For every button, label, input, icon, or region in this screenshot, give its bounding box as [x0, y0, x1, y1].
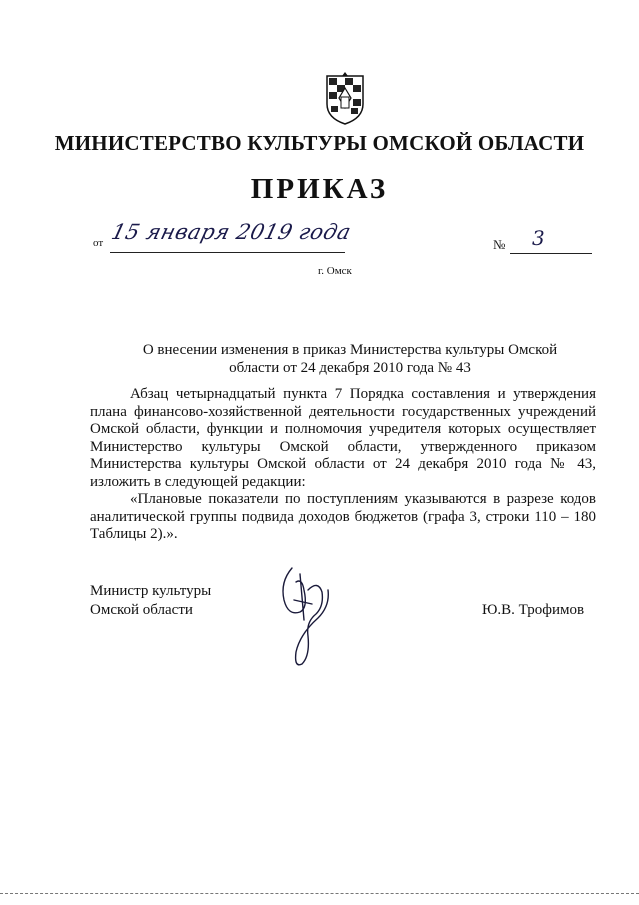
number-label: №: [493, 237, 506, 252]
body-paragraph: Абзац четырнадцатый пункта 7 Порядка составления и утверждения плана финансово-хозяйственной деятельности государственных учреждений Омской области, функции и полномочия учредителя которых осуществляет Министерство культуры Омской области, утвержденного приказом Министерства культуры Омской области от 24 декабря 2010 года № 43, изложить в следующей редакции:: [90, 386, 596, 490]
body-paragraph: «Плановые показатели по поступлениям указываются в разрезе кодов аналитической группы подвида доходов бюджетов (графа 3, строки 110 – 180 Таблицы 2).».: [90, 491, 596, 542]
signatory-position-line: Министр культуры: [90, 583, 212, 599]
handwritten-date: 15 января 2019 года: [109, 220, 354, 244]
handwritten-number: 3: [532, 226, 545, 250]
number-underline: [510, 253, 592, 254]
handwritten-signature-icon: [278, 560, 348, 670]
date-underline: [110, 252, 345, 253]
date-label: от: [93, 237, 104, 249]
omsk-coat-of-arms-icon: [321, 70, 369, 126]
signatory-name: Ю.В. Трофимов: [482, 602, 585, 618]
signatory-position: [90, 582, 211, 620]
page-bottom-edge: [0, 893, 639, 894]
city: г. Омск: [318, 265, 352, 277]
signatory-position-line: Омской области: [90, 602, 193, 618]
document-body: [90, 386, 596, 544]
ministry-name: МИНИСТЕРСТВО КУЛЬТУРЫ ОМСКОЙ ОБЛАСТИ: [54, 131, 585, 155]
document-subject: О внесении изменения в приказ Министерства культуры Омской области от 24 декабря 2010 года № 43: [142, 342, 558, 376]
document-title: ПРИКАЗ: [250, 173, 389, 205]
